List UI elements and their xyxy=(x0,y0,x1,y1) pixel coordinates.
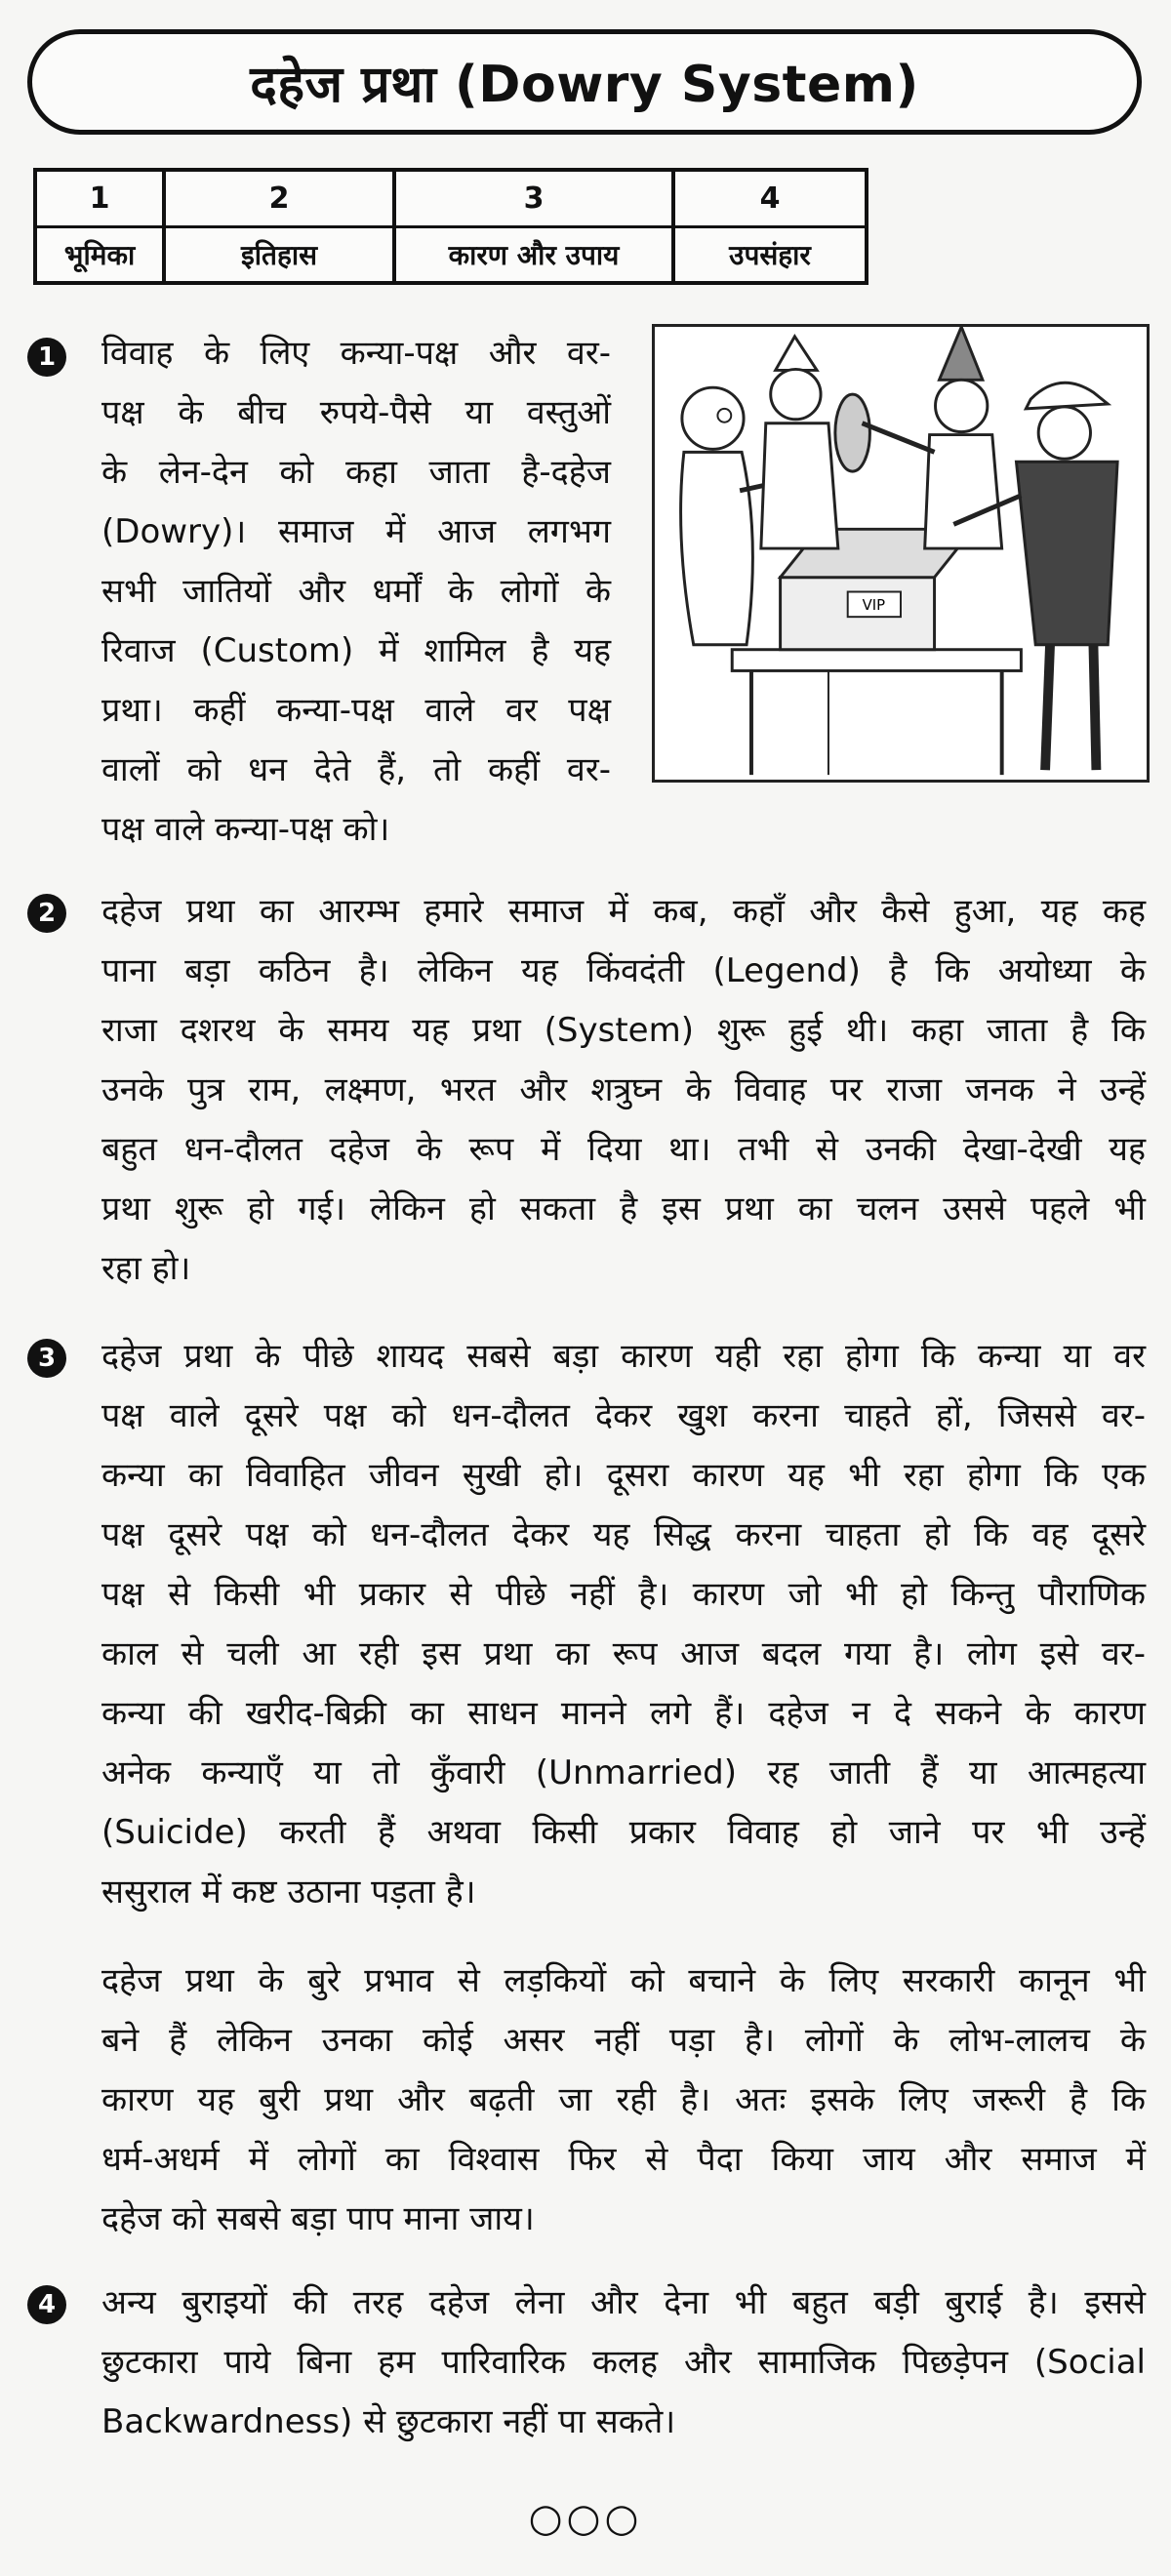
outline-cell-2 xyxy=(166,172,396,281)
outline-cell-1 xyxy=(37,172,166,281)
end-mark: ○○○ xyxy=(528,2496,643,2541)
paragraph-history xyxy=(101,882,1146,1299)
text-line: पक्ष वाले कन्या-पक्ष को। xyxy=(101,810,390,849)
box-label: VIP xyxy=(862,597,886,615)
text-line: रहा हो। xyxy=(101,1249,191,1288)
text-line: पाना बड़ा कठिन है। लेकिन यह किंवदंती (Legend) है कि अयोध्या के xyxy=(101,951,1146,990)
outline-cell-4 xyxy=(675,172,865,281)
outline-label: इतिहास xyxy=(240,238,317,271)
text-line: कारण यह बुरी प्रथा और बढ़ती जा रही है। अतः इसके लिए जरूरी है कि xyxy=(101,2080,1146,2119)
text-line: छुटकारा पाये बिना हम पारिवारिक कलह और सामाजिक पिछड़ेपन (Social xyxy=(101,2343,1146,2382)
outline-label: कारण और उपाय xyxy=(448,238,620,271)
section-marker-2: 2 xyxy=(27,894,66,933)
text-line: पक्ष दूसरे पक्ष को धन-दौलत देकर यह सिद्ध करना चाहता हो कि वह दूसरे xyxy=(101,1515,1146,1554)
text-line: अन्य बुराइयों की तरह दहेज लेना और देना भी बहुत बड़ी बुराई है। इससे xyxy=(101,2283,1146,2322)
text-line: वालों को धन देते हैं, तो कहीं वर- xyxy=(101,750,611,789)
text-line: दहेज प्रथा का आरम्भ हमारे समाज में कब, कहाँ और कैसे हुआ, यह कह xyxy=(101,892,1146,931)
page-title: दहेज प्रथा (Dowry System) xyxy=(250,55,919,114)
text-line: दहेज को सबसे बड़ा पाप माना जाय। xyxy=(101,2199,535,2238)
section-marker-1: 1 xyxy=(27,338,66,377)
outline-label: उपसंहार xyxy=(729,238,811,271)
outline-number: 1 xyxy=(37,172,162,228)
paragraph-introduction xyxy=(101,324,611,860)
text-line: (Dowry)। समाज में आज लगभग xyxy=(101,512,611,551)
text-line: पक्ष वाले दूसरे पक्ष को धन-दौलत देकर खुश करना चाहते हों, जिससे वर- xyxy=(101,1396,1146,1435)
text-line: सभी जातियों और धर्मों के लोगों के xyxy=(101,572,611,611)
outline-number: 4 xyxy=(675,172,865,228)
text-line: (Suicide) करती हैं अथवा किसी प्रकार विवाह हो जाने पर भी उन्हें xyxy=(101,1813,1146,1852)
text-line: विवाह के लिए कन्या-पक्ष और वर- xyxy=(101,334,611,373)
text-line: के लेन-देन को कहा जाता है-दहेज xyxy=(101,453,611,492)
outline-number: 2 xyxy=(166,172,392,228)
text-line: पक्ष के बीच रुपये-पैसे या वस्तुओं xyxy=(101,393,611,432)
text-line: धर्म-अधर्म में लोगों का विश्वास फिर से पैदा किया जाय और समाज में xyxy=(101,2140,1146,2179)
text-line: बने हैं लेकिन उनका कोई असर नहीं पड़ा है। लोगों के लोभ-लालच के xyxy=(101,2021,1146,2060)
text-line: प्रथा शुरू हो गई। लेकिन हो सकता है इस प्रथा का चलन उससे पहले भी xyxy=(101,1189,1146,1228)
paragraph-causes xyxy=(101,1327,1146,1922)
text-line: कन्या की खरीद-बिक्री का साधन मानने लगे हैं। दहेज न दे सकने के कारण xyxy=(101,1694,1146,1733)
text-line: अनेक कन्याएँ या तो कुँवारी (Unmarried) रह जाती हैं या आत्महत्या xyxy=(101,1753,1146,1792)
outline-cell-3 xyxy=(396,172,675,281)
text-line: ससुराल में कष्ट उठाना पड़ता है। xyxy=(101,1872,476,1912)
text-line: बहुत धन-दौलत दहेज के रूप में दिया था। तभी से उनकी देखा-देखी यह xyxy=(101,1130,1146,1169)
text-line: Backwardness) से छुटकारा नहीं पा सकते। xyxy=(101,2402,676,2441)
dowry-cartoon-image xyxy=(655,327,1147,780)
text-line: प्रथा। कहीं कन्या-पक्ष वाले वर पक्ष xyxy=(101,691,611,730)
text-line: राजा दशरथ के समय यह प्रथा (System) शुरू हुई थी। कहा जाता है कि xyxy=(101,1011,1146,1050)
text-line: दहेज प्रथा के बुरे प्रभाव से लड़कियों को बचाने के लिए सरकारी कानून भी xyxy=(101,1961,1146,2000)
dowry-illustration xyxy=(652,324,1150,783)
section-marker-3: 3 xyxy=(27,1339,66,1378)
section-marker-4: 4 xyxy=(27,2285,66,2324)
title-banner xyxy=(27,29,1142,135)
outline-table xyxy=(33,168,868,285)
text-line: रिवाज (Custom) में शामिल है यह xyxy=(101,631,611,670)
text-line: पक्ष से किसी भी प्रकार से पीछे नहीं है। कारण जो भी हो किन्तु पौराणिक xyxy=(101,1575,1146,1614)
outline-number: 3 xyxy=(396,172,671,228)
outline-label: भूमिका xyxy=(63,238,136,271)
paragraph-conclusion xyxy=(101,2274,1146,2452)
text-line: दहेज प्रथा के पीछे शायद सबसे बड़ा कारण यही रहा होगा कि कन्या या वर xyxy=(101,1337,1146,1376)
text-line: कन्या का विवाहित जीवन सुखी हो। दूसरा कारण यह भी रहा होगा कि एक xyxy=(101,1456,1146,1495)
paragraph-remedies xyxy=(101,1952,1146,2249)
text-line: उनके पुत्र राम, लक्ष्मण, भरत और शत्रुघ्न के विवाह पर राजा जनक ने उन्हें xyxy=(101,1070,1146,1109)
text-line: काल से चली आ रही इस प्रथा का रूप आज बदल गया है। लोग इसे वर- xyxy=(101,1634,1146,1673)
